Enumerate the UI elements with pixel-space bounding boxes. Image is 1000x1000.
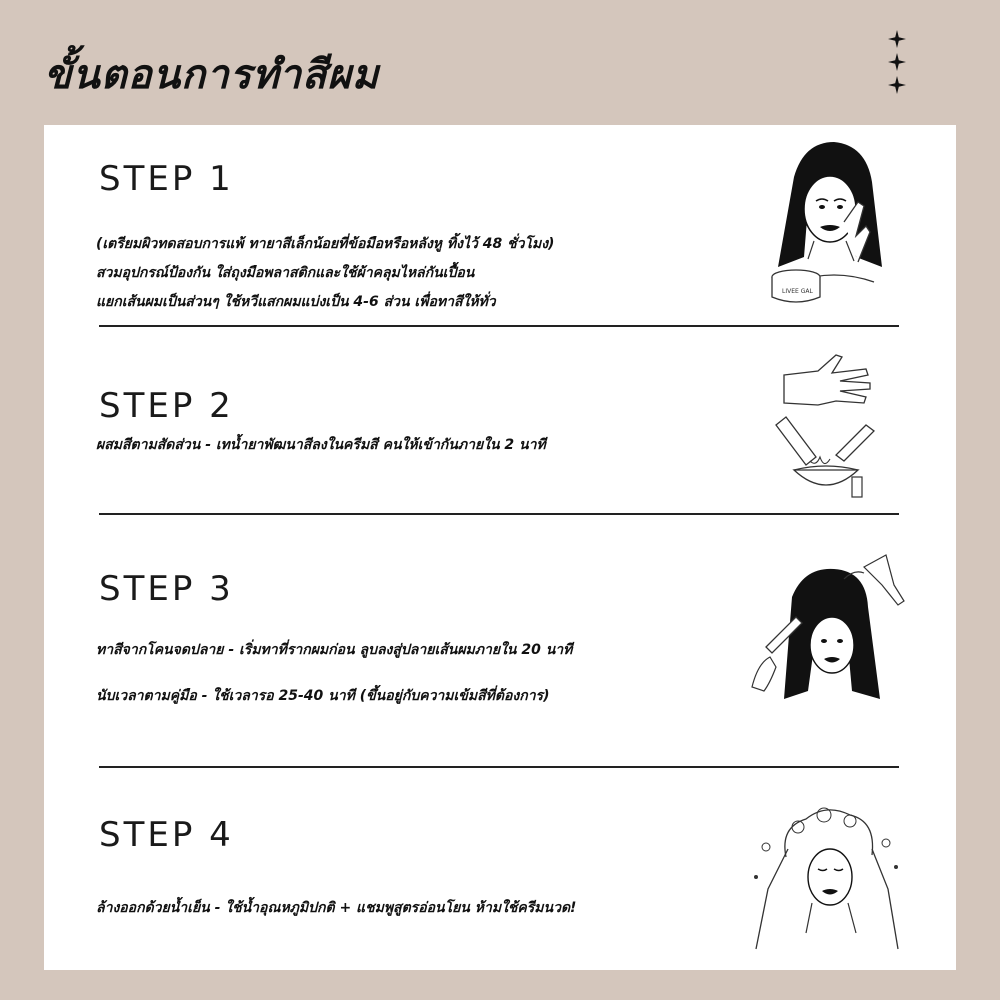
- step-3-heading: STEP 3: [99, 569, 234, 609]
- gloved-hand-mixing-bowl-illustration: [766, 345, 886, 505]
- sparkle-icon: [888, 53, 906, 71]
- woman-applying-cream-illustration: [764, 137, 894, 312]
- divider-1: [99, 325, 899, 327]
- step-4-heading: STEP 4: [99, 815, 234, 855]
- step-1-line-3: แยกเส้นผมเป็นส่วนๆ ใช้หวีแสกผมแบ่งเป็น 4-6 ส่วน เพื่อทาสีให้ทั่ว: [96, 294, 496, 310]
- woman-shampooing-hair-illustration: [746, 797, 906, 957]
- sparkle-icon: [888, 76, 906, 94]
- woman-brushing-dye-illustration: [744, 547, 914, 719]
- sparkle-icon: [888, 30, 906, 48]
- step-3-line-1: ทาสีจากโคนจดปลาย - เริ่มทาที่รากผมก่อน ลูบลงสู่ปลายเส้นผมภายใน 20 นาที: [96, 642, 573, 658]
- step-2-heading: STEP 2: [99, 386, 234, 426]
- divider-3: [99, 766, 899, 768]
- step-1-line-2: สวมอุปกรณ์ป้องกัน ใส่ถุงมือพลาสติกและใช้ผ้าคลุมไหล่กันเปื้อน: [96, 265, 475, 281]
- sparkles-decoration: [888, 30, 914, 99]
- step-2-line-1: ผสมสีตามสัดส่วน - เทน้ำยาพัฒนาสีลงในครีมสี คนให้เข้ากันภายใน 2 นาที: [96, 437, 546, 453]
- steps-card: [44, 125, 956, 970]
- step-3-line-2: นับเวลาตามคู่มือ - ใช้เวลารอ 25-40 นาที (ขึ้นอยู่กับความเข้มสีที่ต้องการ): [96, 688, 550, 704]
- page-title: ขั้นตอนการทำสีผม: [44, 52, 380, 98]
- step-1-heading: STEP 1: [99, 159, 234, 199]
- divider-2: [99, 513, 899, 515]
- step-1-line-1: (เตรียมผิวทดสอบการแพ้ ทายาสีเล็กน้อยที่ข้อมือหรือหลังหู ทิ้งไว้ 48 ชั่วโมง): [96, 236, 555, 252]
- step-4-line-1: ล้างออกด้วยน้ำเย็น - ใช้น้ำอุณหภูมิปกติ + แชมพูสูตรอ่อนโยน ห้ามใช้ครีมนวด!: [96, 900, 577, 916]
- jar-label: LIVEE GAL: [782, 288, 813, 295]
